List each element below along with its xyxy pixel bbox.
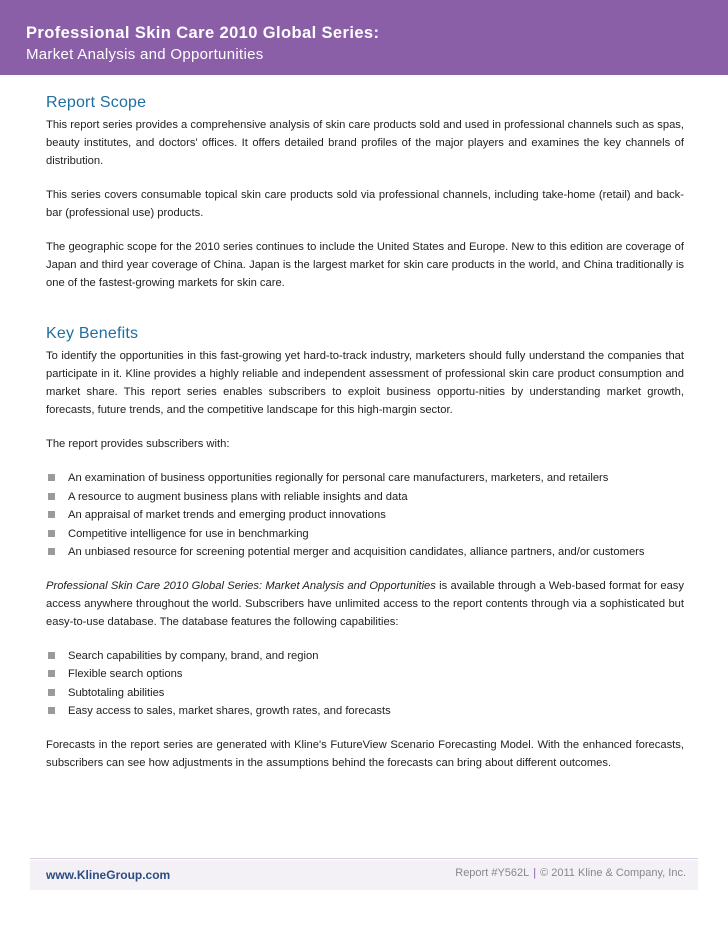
list-item-text: Easy access to sales, market shares, growth rates, and forecasts <box>68 705 391 717</box>
header-banner <box>0 0 728 75</box>
forecast-paragraph: Forecasts in the report series are generated with Kline's FutureView Scenario Forecasting Model. With the enhanced forecasts, subscribers can see how adjustments in the assumptions behind the forecasts can bring about different outcomes. <box>46 738 684 769</box>
square-bullet-icon <box>48 548 55 555</box>
key-benefits-heading: Key Benefits <box>46 325 139 342</box>
document-title: Professional Skin Care 2010 Global Series: <box>26 24 380 42</box>
website-link[interactable]: www.KlineGroup.com <box>46 868 171 882</box>
list-item-text: An unbiased resource for screening potential merger and acquisition candidates, alliance partners, and/or customers <box>68 546 645 558</box>
list-item <box>46 665 684 684</box>
square-bullet-icon <box>48 530 55 537</box>
report-scope-paragraph: This report series provides a comprehensive analysis of skin care products sold and used in professional channels such as spas, beauty institutes, and doctors' offices. It offers detailed brand profiles of the major players and examines the key channels of distribution. <box>46 119 684 167</box>
list-item-text: Search capabilities by company, brand, and region <box>68 649 319 662</box>
provides-label: The report provides subscribers with: <box>46 438 230 450</box>
square-bullet-icon <box>48 707 55 714</box>
square-bullet-icon <box>48 511 55 518</box>
report-scope-paragraph: The geographic scope for the 2010 series continues to include the United States and Europe. New to this edition are coverage of Japan and third year coverage of China. Japan is the largest market for skin care products in the world, and China traditionally is one of the fastest-growing markets for skin care. <box>46 241 684 289</box>
copyright: © 2011 Kline & Company, Inc. <box>540 867 686 879</box>
availability-text: is available through a Web-based format for easy access anywhere throughout the world. Subscribers have unlimited access to the report contents through via a sophisticated but easy-to-use database. The database features the following capabilities: <box>46 579 684 628</box>
list-item-text: An examination of business opportunities regionally for personal care manufacturers, marketers, and retailers <box>68 472 609 484</box>
square-bullet-icon <box>48 670 55 677</box>
list-item <box>46 525 684 544</box>
report-number: Report #Y562L <box>455 867 530 879</box>
list-item <box>46 702 684 721</box>
report-scope-paragraph: This series covers consumable topical skin care products sold via professional channels, including take-home (retail) and back-bar (professional use) products. <box>46 189 684 219</box>
list-item <box>46 506 684 525</box>
availability-paragraph <box>46 577 684 631</box>
provides-list <box>46 469 684 562</box>
availability-title: Professional Skin Care 2010 Global Series: Market Analysis and Opportunities <box>46 579 436 592</box>
list-item <box>46 647 684 666</box>
footer-divider <box>30 858 698 859</box>
main-content <box>46 92 684 788</box>
footer <box>30 860 698 890</box>
footer-meta <box>455 867 686 879</box>
list-item <box>46 543 684 562</box>
footer-separator: | <box>533 867 537 879</box>
square-bullet-icon <box>48 493 55 500</box>
square-bullet-icon <box>48 689 55 696</box>
square-bullet-icon <box>48 474 55 481</box>
square-bullet-icon <box>48 652 55 659</box>
list-item <box>46 488 684 507</box>
document-subtitle: Market Analysis and Opportunities <box>26 46 264 63</box>
capabilities-list <box>46 647 684 721</box>
list-item <box>46 469 684 488</box>
list-item-text: Subtotaling abilities <box>68 686 165 699</box>
list-item-text: Flexible search options <box>68 668 183 680</box>
key-benefits-intro: To identify the opportunities in this fast-growing yet hard-to-track industry, marketers should fully understand the companies that participate in it. Kline provides a highly reliable and independent assessment of professional skin care product consumption and market share. This report series enables subscribers to exploit business opportu-nities by understanding market growth, forecasts, future trends, and the competitive landscape for this high-margin sector. <box>46 350 684 416</box>
list-item-text: Competitive intelligence for use in benchmarking <box>68 527 309 540</box>
list-item-text: An appraisal of market trends and emerging product innovations <box>68 509 386 521</box>
report-scope-heading: Report Scope <box>46 94 147 111</box>
list-item <box>46 684 684 703</box>
list-item-text: A resource to augment business plans with reliable insights and data <box>68 490 408 503</box>
